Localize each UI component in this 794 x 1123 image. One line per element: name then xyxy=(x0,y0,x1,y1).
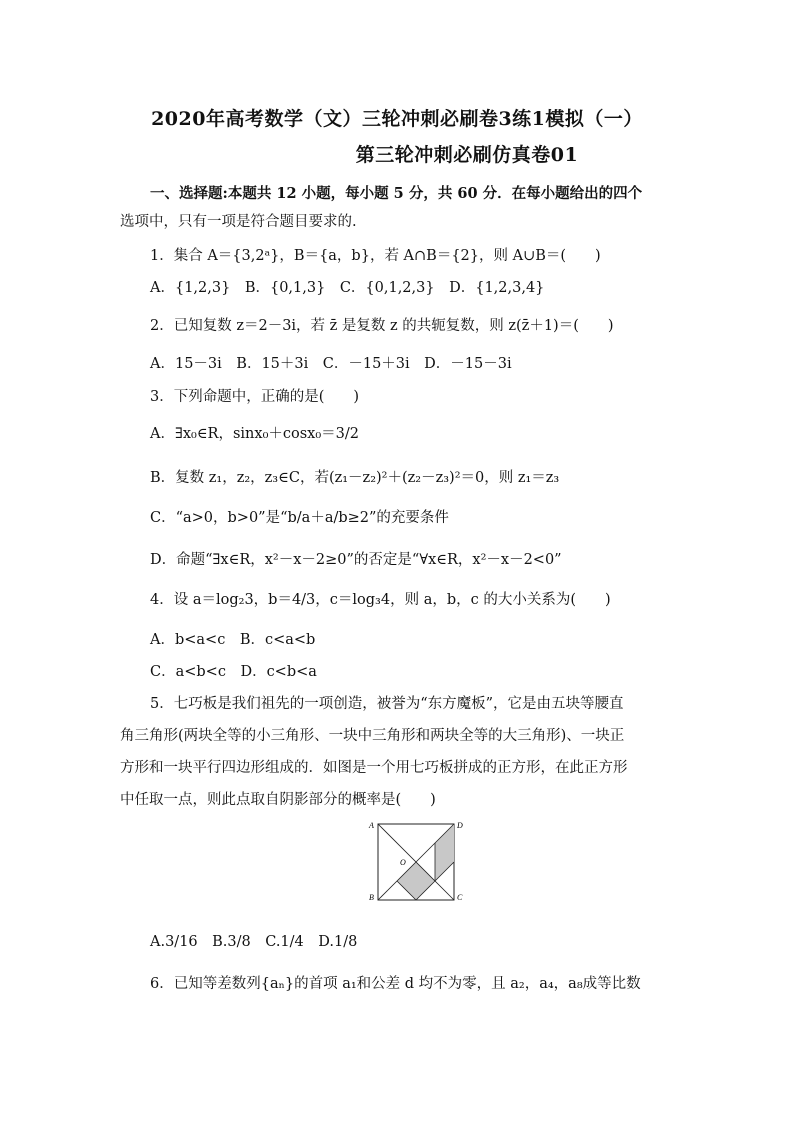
tangram-figure xyxy=(368,818,468,904)
label-c: C xyxy=(457,893,463,902)
exam-title: 2020年高考数学（文）三轮冲刺必刷卷3练1模拟（一） xyxy=(151,108,643,130)
label-a: A xyxy=(369,821,374,830)
label-d: D xyxy=(457,821,463,830)
q6-stem: 6．已知等差数列{aₙ}的首项 a₁和公差 d 均不为零，且 a₂，a₄，a₈成等比数 xyxy=(150,976,641,992)
exam-subtitle: 第三轮冲刺必刷仿真卷01 xyxy=(355,144,579,166)
label-o: O xyxy=(400,858,406,867)
q5-line-3: 方形和一块平行四边形组成的．如图是一个用七巧板拼成的正方形，在此正方形 xyxy=(120,760,628,776)
q3-option-a: A．∃x₀∈R，sinx₀＋cosx₀＝3/2 xyxy=(150,426,360,442)
q4-stem: 4．设 a＝log₂3，b＝4/3，c＝log₃4，则 a，b，c 的大小关系为( ) xyxy=(150,592,611,608)
section-desc-b: 在每小题给出的四个 xyxy=(511,185,643,202)
shaded-square xyxy=(397,862,435,900)
section-label: 一、选择题: xyxy=(150,185,228,202)
q1-options: A．{1,2,3} B．{0,1,3} C．{0,1,2,3} D．{1,2,3,4} xyxy=(150,280,545,296)
q5-line-1: 5．七巧板是我们祖先的一项创造，被誉为“东方魔板”，它是由五块等腰直 xyxy=(150,696,624,712)
q3-option-d: D．命题“∃x∈R，x²－x－2≥0”的否定是“∀x∈R，x²－x－2<0” xyxy=(150,552,562,568)
q4-options-1: A．b<a<c B．c<a<b xyxy=(150,632,316,648)
q3-stem: 3．下列命题中，正确的是( ) xyxy=(150,389,360,405)
q2-stem: 2．已知复数 z＝2－3i，若 z̄ 是复数 z 的共轭复数，则 z(z̄＋1)＝( ) xyxy=(150,318,614,334)
q1-stem: 1．集合 A＝{3,2ᵃ}，B＝{a，b}，若 A∩B＝{2}，则 A∪B＝( ) xyxy=(150,248,601,264)
section-heading xyxy=(150,182,642,203)
section-desc-a: 本题共 12 小题，每小题 5 分，共 60 分． xyxy=(227,185,512,202)
label-b: B xyxy=(369,893,374,902)
section-desc-c: 选项中，只有一项是符合题目要求的. xyxy=(120,214,357,230)
q5-options: A.3/16 B.3/8 C.1/4 D.1/8 xyxy=(150,934,358,950)
q2-options: A．15－3i B．15＋3i C．－15＋3i D．－15－3i xyxy=(150,356,512,372)
q5-line-2: 角三角形(两块全等的小三角形、一块中三角形和两块全等的大三角形)、一块正 xyxy=(120,728,625,744)
q3-option-c: C．“a>0，b>0”是“b/a＋a/b≥2”的充要条件 xyxy=(150,510,449,526)
q3-option-b: B．复数 z₁，z₂，z₃∈C，若(z₁－z₂)²＋(z₂－z₃)²＝0，则 z₁＝z₃ xyxy=(150,470,560,486)
q4-options-2: C．a<b<c D．c<b<a xyxy=(150,664,317,680)
shaded-parallelogram xyxy=(435,824,454,881)
q5-line-4: 中任取一点，则此点取自阴影部分的概率是( ) xyxy=(120,792,436,808)
